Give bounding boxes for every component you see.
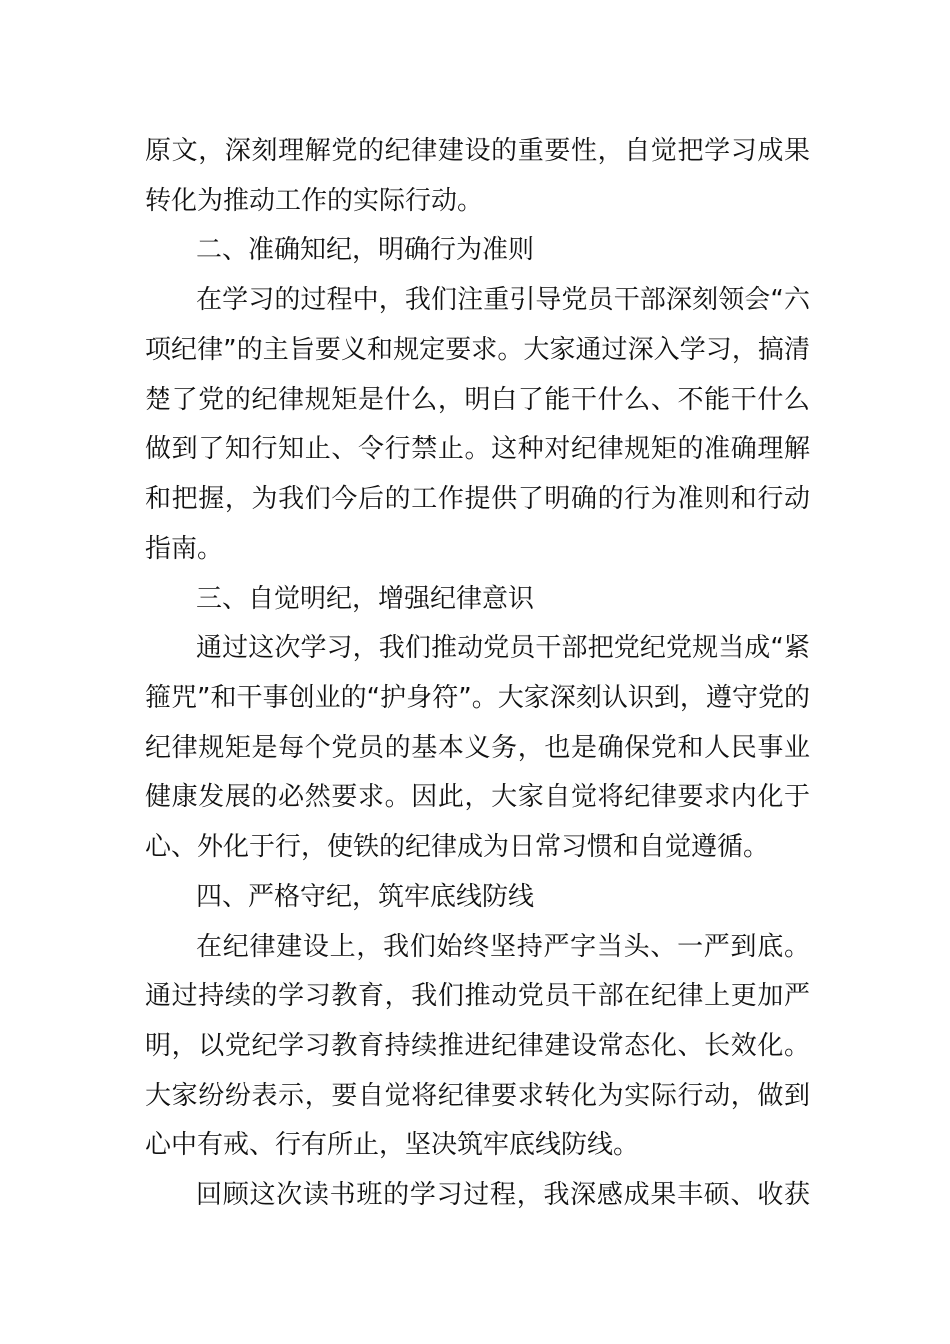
text-line: 回顾这次读书班的学习过程，我深感成果丰硕、收获 <box>196 1180 810 1210</box>
text-line: 心中有戒、行有所止，坚决筑牢底线防线。 <box>145 1130 640 1160</box>
text-line: 原文，深刻理解党的纪律建设的重要性，自觉把学习成果 <box>145 136 810 166</box>
section-heading: 四、严格守纪，筑牢底线防线 <box>196 882 535 912</box>
text-line: 箍咒”和干事创业的“护身符”。大家深刻认识到，遵守党的 <box>145 683 810 713</box>
text-line: 楚了党的纪律规矩是什么，明白了能干什么、不能干什么 <box>145 385 810 415</box>
text-line: 和把握，为我们今后的工作提供了明确的行为准则和行动 <box>145 484 810 514</box>
section-heading: 二、准确知纪，明确行为准则 <box>196 235 535 265</box>
text-line: 心、外化于行，使铁的纪律成为日常习惯和自觉遵循。 <box>145 832 770 862</box>
text-line: 纪律规矩是每个党员的基本义务，也是确保党和人民事业 <box>145 733 810 763</box>
text-line: 项纪律”的主旨要义和规定要求。大家通过深入学习，搞清 <box>145 335 810 365</box>
text-line: 明，以党纪学习教育持续推进纪律建设常态化、长效化。 <box>145 1031 810 1061</box>
text-line: 做到了知行知止、令行禁止。这种对纪律规矩的准确理解 <box>145 434 810 464</box>
text-line: 通过这次学习，我们推动党员干部把党纪党规当成“紧 <box>196 633 810 663</box>
text-line: 通过持续的学习教育，我们推动党员干部在纪律上更加严 <box>145 981 810 1011</box>
text-line: 大家纷纷表示，要自觉将纪律要求转化为实际行动，做到 <box>145 1081 810 1111</box>
text-line: 转化为推动工作的实际行动。 <box>145 186 484 216</box>
text-line: 指南。 <box>145 534 224 564</box>
text-line: 在学习的过程中，我们注重引导党员干部深刻领会“六 <box>196 285 810 315</box>
section-heading: 三、自觉明纪，增强纪律意识 <box>196 584 535 614</box>
text-line: 在纪律建设上，我们始终坚持严字当头、一严到底。 <box>196 932 810 962</box>
text-line: 健康发展的必然要求。因此，大家自觉将纪律要求内化于 <box>145 782 810 812</box>
